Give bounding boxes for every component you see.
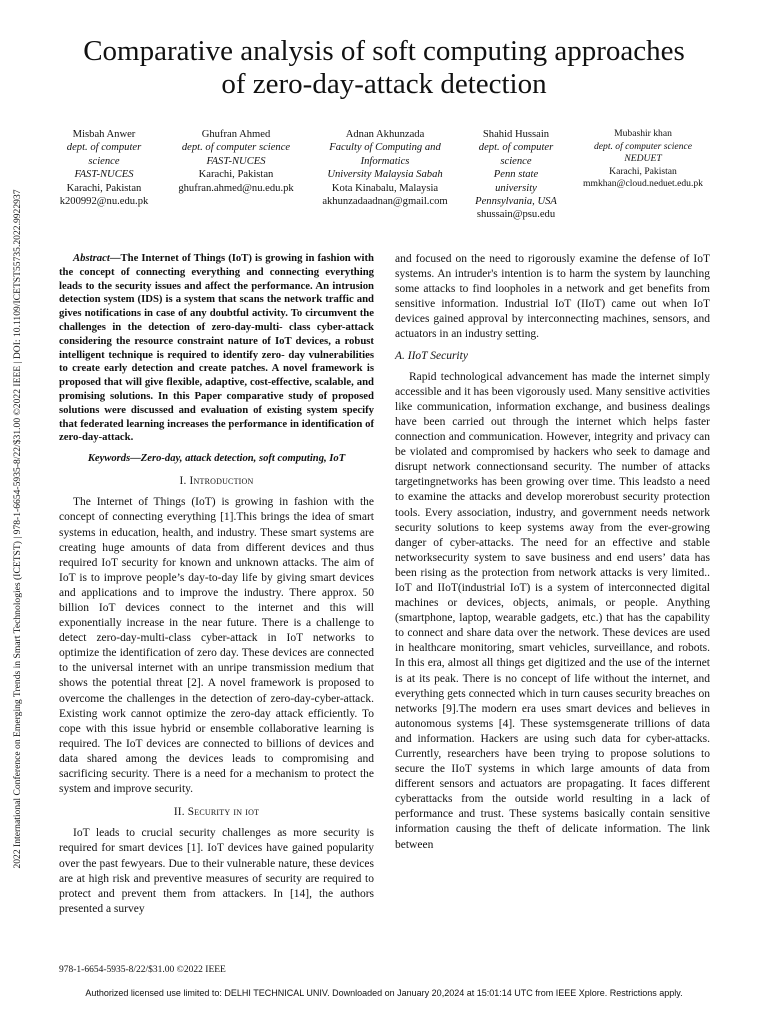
section-heading-introduction bbox=[59, 474, 374, 489]
author-email: mmkhan@cloud.neduet.edu.pk bbox=[583, 178, 703, 190]
author-block bbox=[52, 128, 714, 238]
abstract-text: —The Internet of Things (IoT) is growing in fashion with the concept of connecting everything and connecting everything leads to the security issues and affect the performance. An intrusion detection system (IDS) is a system that scans the network traffic and gives notifications in case of any doubtful activity. To circumvent the challenges in the detection of zero-day-multi- class cyber-attack considering the resource constraint nature of IoT devices, a robust intelligent technique is required to identify zero- day vulnerabilities to create early detection and create patches. A novel framework is proposed that will give flexible, adaptive, cost-effective, scalable, and promising solutions. In this Paper comparative study of proposed solutions were discussed and evaluation of existing system specify that federated learning increases the performance in identification of zero-day-attack. bbox=[59, 252, 374, 444]
author-org: Penn state bbox=[493, 169, 539, 181]
author-3 bbox=[310, 128, 460, 208]
author-city: Pennsylvania, USA bbox=[475, 196, 557, 208]
author-dept: Faculty of Computing and bbox=[329, 142, 441, 154]
author-dept: dept. of computer bbox=[66, 142, 142, 154]
author-dept: dept. of computer science bbox=[593, 140, 693, 152]
title-line-1: Comparative analysis of soft computing approaches bbox=[83, 35, 685, 67]
section-number: I. bbox=[179, 475, 187, 488]
keywords: Keywords—Zero-day, attack detection, soft computing, IoT bbox=[87, 453, 346, 465]
author-org: university bbox=[495, 182, 537, 194]
footer-license: Authorized licensed use limited to: DELHI TECHNICAL UNIV. Downloaded on January 20,2024 at 15:01:14 UTC from IEEE Xplore. Restrictions apply. bbox=[85, 988, 683, 998]
author-name: Adnan Akhunzada bbox=[345, 129, 425, 140]
section-title: Introduction bbox=[189, 475, 254, 488]
author-email: ghufran.ahmed@nu.edu.pk bbox=[178, 182, 294, 194]
author-org: FAST-NUCES bbox=[74, 169, 134, 181]
abstract bbox=[59, 252, 374, 445]
author-city: Karachi, Pakistan bbox=[609, 165, 677, 177]
conference-sidebar-text: 2022 International Conference on Emerging Trends in Smart Technologies (ICETST) | 978-1-6654-5935-8/22/$31.00 ©2022 IEEE | DOI: 10.1109/ICETST55735.2022.9922937 bbox=[12, 189, 23, 869]
survey-continued-paragraph: and focused on the need to rigorously examine the defense of IoT systems. An intruder's intention is to harm the system by launching some attacks to find loopholes in a network and get benefits from sensitive information. Industrial IoT (IIoT) came out when IoT devices gained approval by interconnecting machines, sensors, and actuators in an industry setting. bbox=[395, 253, 710, 341]
introduction-paragraph: The Internet of Things (IoT) is growing in fashion with the concept of connecting everything [1].This brings the idea of smart systems in education, health, and industry. These smart systems are creating huge amounts of data from different devices and thus required IoT security for known and unknown attacks. The aim of IoT is to improve people’s day-to-day life by giving smart devices and applications and to improve the industry. There approx. 50 billion IoT devices connect to the internet and this will exponentially increase in the near future. There is a challenge to detect zero-day-multi-class cyber-attack in IoT networks to optimize the identification of zero day. These devices are connected to the universal internet with an unripe transmission medium that shows the potential threat [2]. A novel framework is proposed to overcome the challenges in the detection of zero-day-cyber-attack. Existing work cannot optimize the zero-day attack efficiently. To cope with this issue hybrid or ensemble collaborative learning is required. The IoT devices are connected to billions of devices and data shared among the devices leads to compromising and sacrificing security. There is a need for a mechanism to protect the system and improve security. bbox=[59, 496, 374, 796]
author-email: shussain@psu.edu bbox=[476, 209, 556, 221]
author-5 bbox=[572, 128, 714, 191]
author-name: Ghufran Ahmed bbox=[201, 129, 271, 140]
author-city: Kota Kinabalu, Malaysia bbox=[331, 182, 439, 194]
iiot-security-paragraph: Rapid technological advancement has made the internet simply accessible and it has been vigorously used. Many sensitive activities like communication, information exchange, and business dealings have been carried out through the internet which helps faster connection and communication. However, integrity and privacy can be violated and compromised by hackers who seek to damage and disrupt network connectionsand security. The number of attacks targetingnetworks has been growing over time. This leadsto a need to examine the attacks and develop morerobust security protection tools. Every association, industry, and government needs network security solutions to keep systems away from the ever-growing danger of cyber-attacks. The need for an effective and stable networksecurity system to save business and end users’ data has been rising as the protection from network attacks is very limited.. IoT and IIoT(industrial IoT) is a system of interconnected digital machines or devices, objects, animals, or people. Anything (smartphone, laptop, wearable gadgets, etc.) that has the capability to connect and share data over the network. These devices are used in healthcare monitoring, smart vehicles, surveillance, and robots. In this era, almost all things get digitized and the use of the internet is at its peak. There is no concept of life without the internet, and everything gets connected which in turn causes security breaches on networks [9].The modern era uses smart devices and believes in autonomous systems [4]. These systemsgenerate trillions of data and information. Hackers are using such data for cyber-attacks. Currently, researchers have been trying to propose solutions to secure the IIoT systems in which large amounts of data from different sensors and actuators are propagating. It faces different cyberattacks from the outside world resulting in a lack of performance and trust. These systems basically contain sensitive information causing the theft of delicate information. The link between bbox=[395, 370, 710, 851]
abstract-lead: Abstract bbox=[73, 252, 110, 264]
author-4 bbox=[464, 128, 568, 222]
author-name: Misbah Anwer bbox=[72, 129, 136, 140]
author-city: Karachi, Pakistan bbox=[198, 169, 274, 181]
title-line-2: of zero-day-attack detection bbox=[221, 68, 547, 100]
author-dept: dept. of computer science bbox=[181, 142, 291, 154]
author-dept: science bbox=[500, 155, 532, 167]
author-1 bbox=[52, 128, 156, 208]
author-2 bbox=[168, 128, 304, 195]
right-column bbox=[395, 252, 710, 853]
author-org: FAST-NUCES bbox=[206, 155, 266, 167]
security-paragraph: IoT leads to crucial security challenges as more security is required for smart devices [1]. IoT devices have gained popularity over the past fewyears. Due to their vulnerable nature, these devices are at high risk and preventive measures of security are required to protect and prevent them from attackers. In [14], the authors presented a survey bbox=[59, 827, 374, 915]
subsection-heading-iiot-security: A. IIoT Security bbox=[395, 349, 468, 362]
section-title: Security in iot bbox=[187, 806, 260, 819]
author-email: akhunzadaadnan@gmail.com bbox=[322, 196, 448, 208]
paper-title bbox=[0, 35, 768, 101]
left-column bbox=[59, 252, 374, 917]
author-org: University Malaysia Sabah bbox=[327, 169, 443, 181]
footer-isbn: 978-1-6654-5935-8/22/$31.00 ©2022 IEEE bbox=[59, 965, 226, 975]
author-dept: dept. of computer bbox=[478, 142, 554, 154]
author-dept: science bbox=[88, 155, 120, 167]
author-email: k200992@nu.edu.pk bbox=[59, 196, 149, 208]
section-heading-security bbox=[59, 805, 374, 820]
author-org: NEDUET bbox=[624, 153, 662, 165]
author-name: Shahid Hussain bbox=[482, 129, 550, 140]
author-name: Mubashir khan bbox=[614, 128, 672, 139]
author-city: Karachi, Pakistan bbox=[66, 182, 142, 194]
author-dept: Informatics bbox=[360, 155, 410, 167]
section-number: II. bbox=[173, 806, 185, 819]
